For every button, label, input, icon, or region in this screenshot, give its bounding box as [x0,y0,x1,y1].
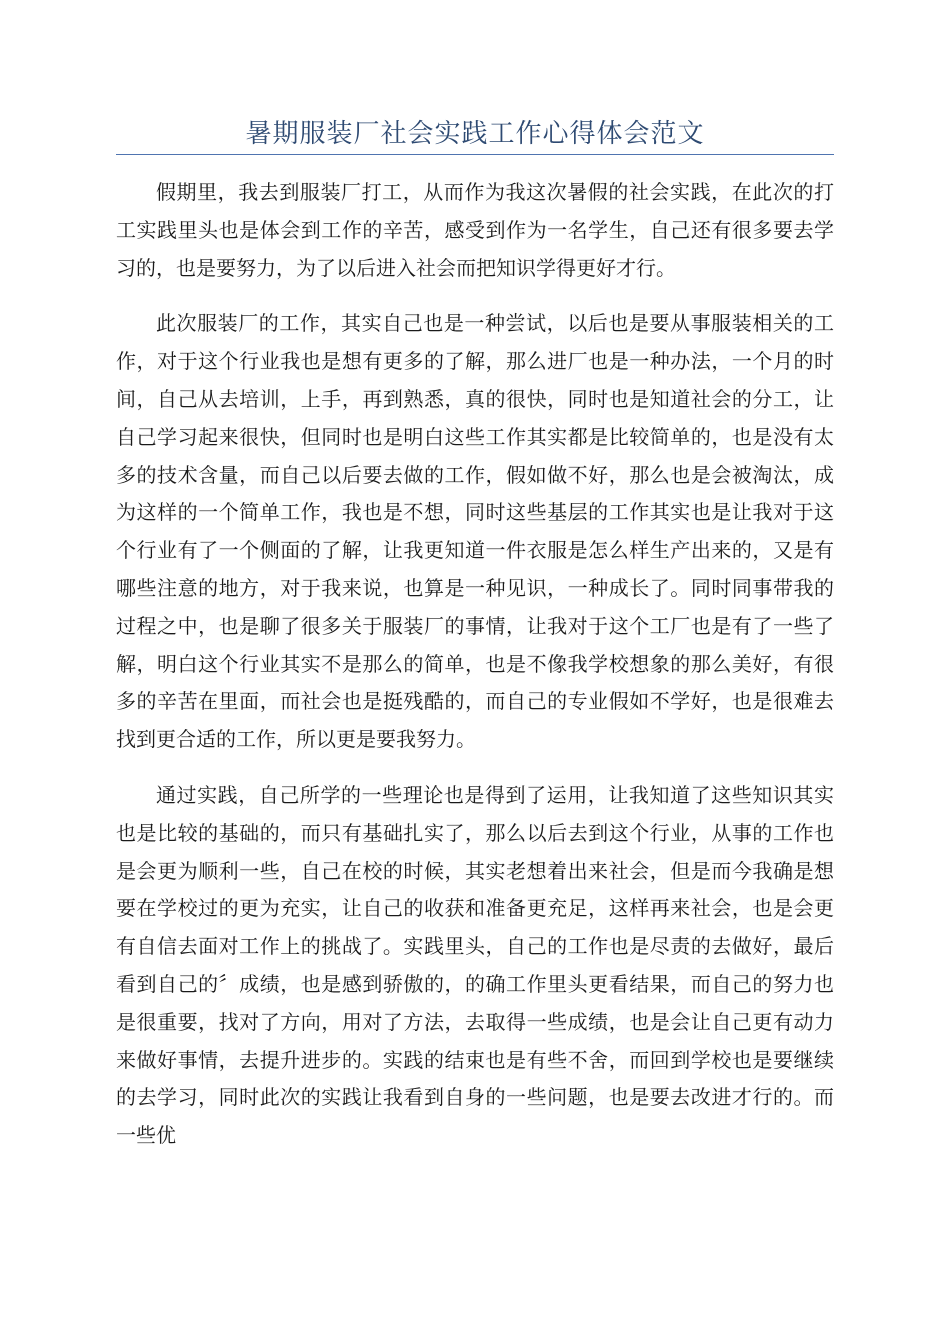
document-body [116,174,834,1173]
paragraph-2: 此次服装厂的工作，其实自己也是一种尝试，以后也是要从事服装相关的工作，对于这个行业我也是想有更多的了解，那么进厂也是一种办法，一个月的时间，自己从去培训，上手，再到熟悉，真的很快，同时也是知道社会的分工，让自己学习起来很快，但同时也是明白这些工作其实都是比较简单的，也是没有太多的技术含量，而自己以后要去做的工作，假如做不好，那么也是会被淘汰，成为这样的一个简单工作，我也是不想，同时这些基层的工作其实也是让我对于这个行业有了一个侧面的了解，让我更知道一件衣服是怎么样生产出来的，又是有哪些注意的地方，对于我来说，也算是一种见识，一种成长了。同时同事带我的过程之中，也是聊了很多关于服装厂的事情，让我对于这个工厂也是有了一些了解，明白这个行业其实不是那么的简单，也是不像我学校想象的那么美好，有很多的辛苦在里面，而社会也是挺残酷的，而自己的专业假如不学好，也是很难去找到更合适的工作，所以更是要我努力。 [116,311,834,752]
paragraph-3: 通过实践，自己所学的一些理论也是得到了运用，让我知道了这些知识其实也是比较的基础的，而只有基础扎实了，那么以后去到这个行业，从事的工作也是会更为顺利一些，自己在校的时候，其实老想着出来社会，但是而今我确是想要在学校过的更为充实，让自己的收获和准备更充足，这样再来社会，也是会更有自信去面对工作上的挑战了。实践里头，自己的工作也是尽责的去做好，最后看到自己的〞成绩，也是感到骄傲的，的确工作里头更看结果，而自己的努力也是很重要，找对了方向，用对了方法，去取得一些成绩，也是会让自己更有动力来做好事情，去提升进步的。实践的结束也是有些不舍，而回到学校也是要继续的去学习，同时此次的实践让我看到自身的一些问题，也是要去改进才行的。而一些优 [116,782,834,1148]
document-title: 暑期服装厂社会实践工作心得体会范文 [245,119,705,149]
title-underline [116,154,834,155]
paragraph-1: 假期里，我去到服装厂打工，从而作为我这次暑假的社会实践，在此次的打工实践里头也是体会到工作的辛苦，感受到作为一名学生，自己还有很多要去学习的，也是要努力，为了以后进入社会而把知识学得更好才行。 [116,180,834,280]
